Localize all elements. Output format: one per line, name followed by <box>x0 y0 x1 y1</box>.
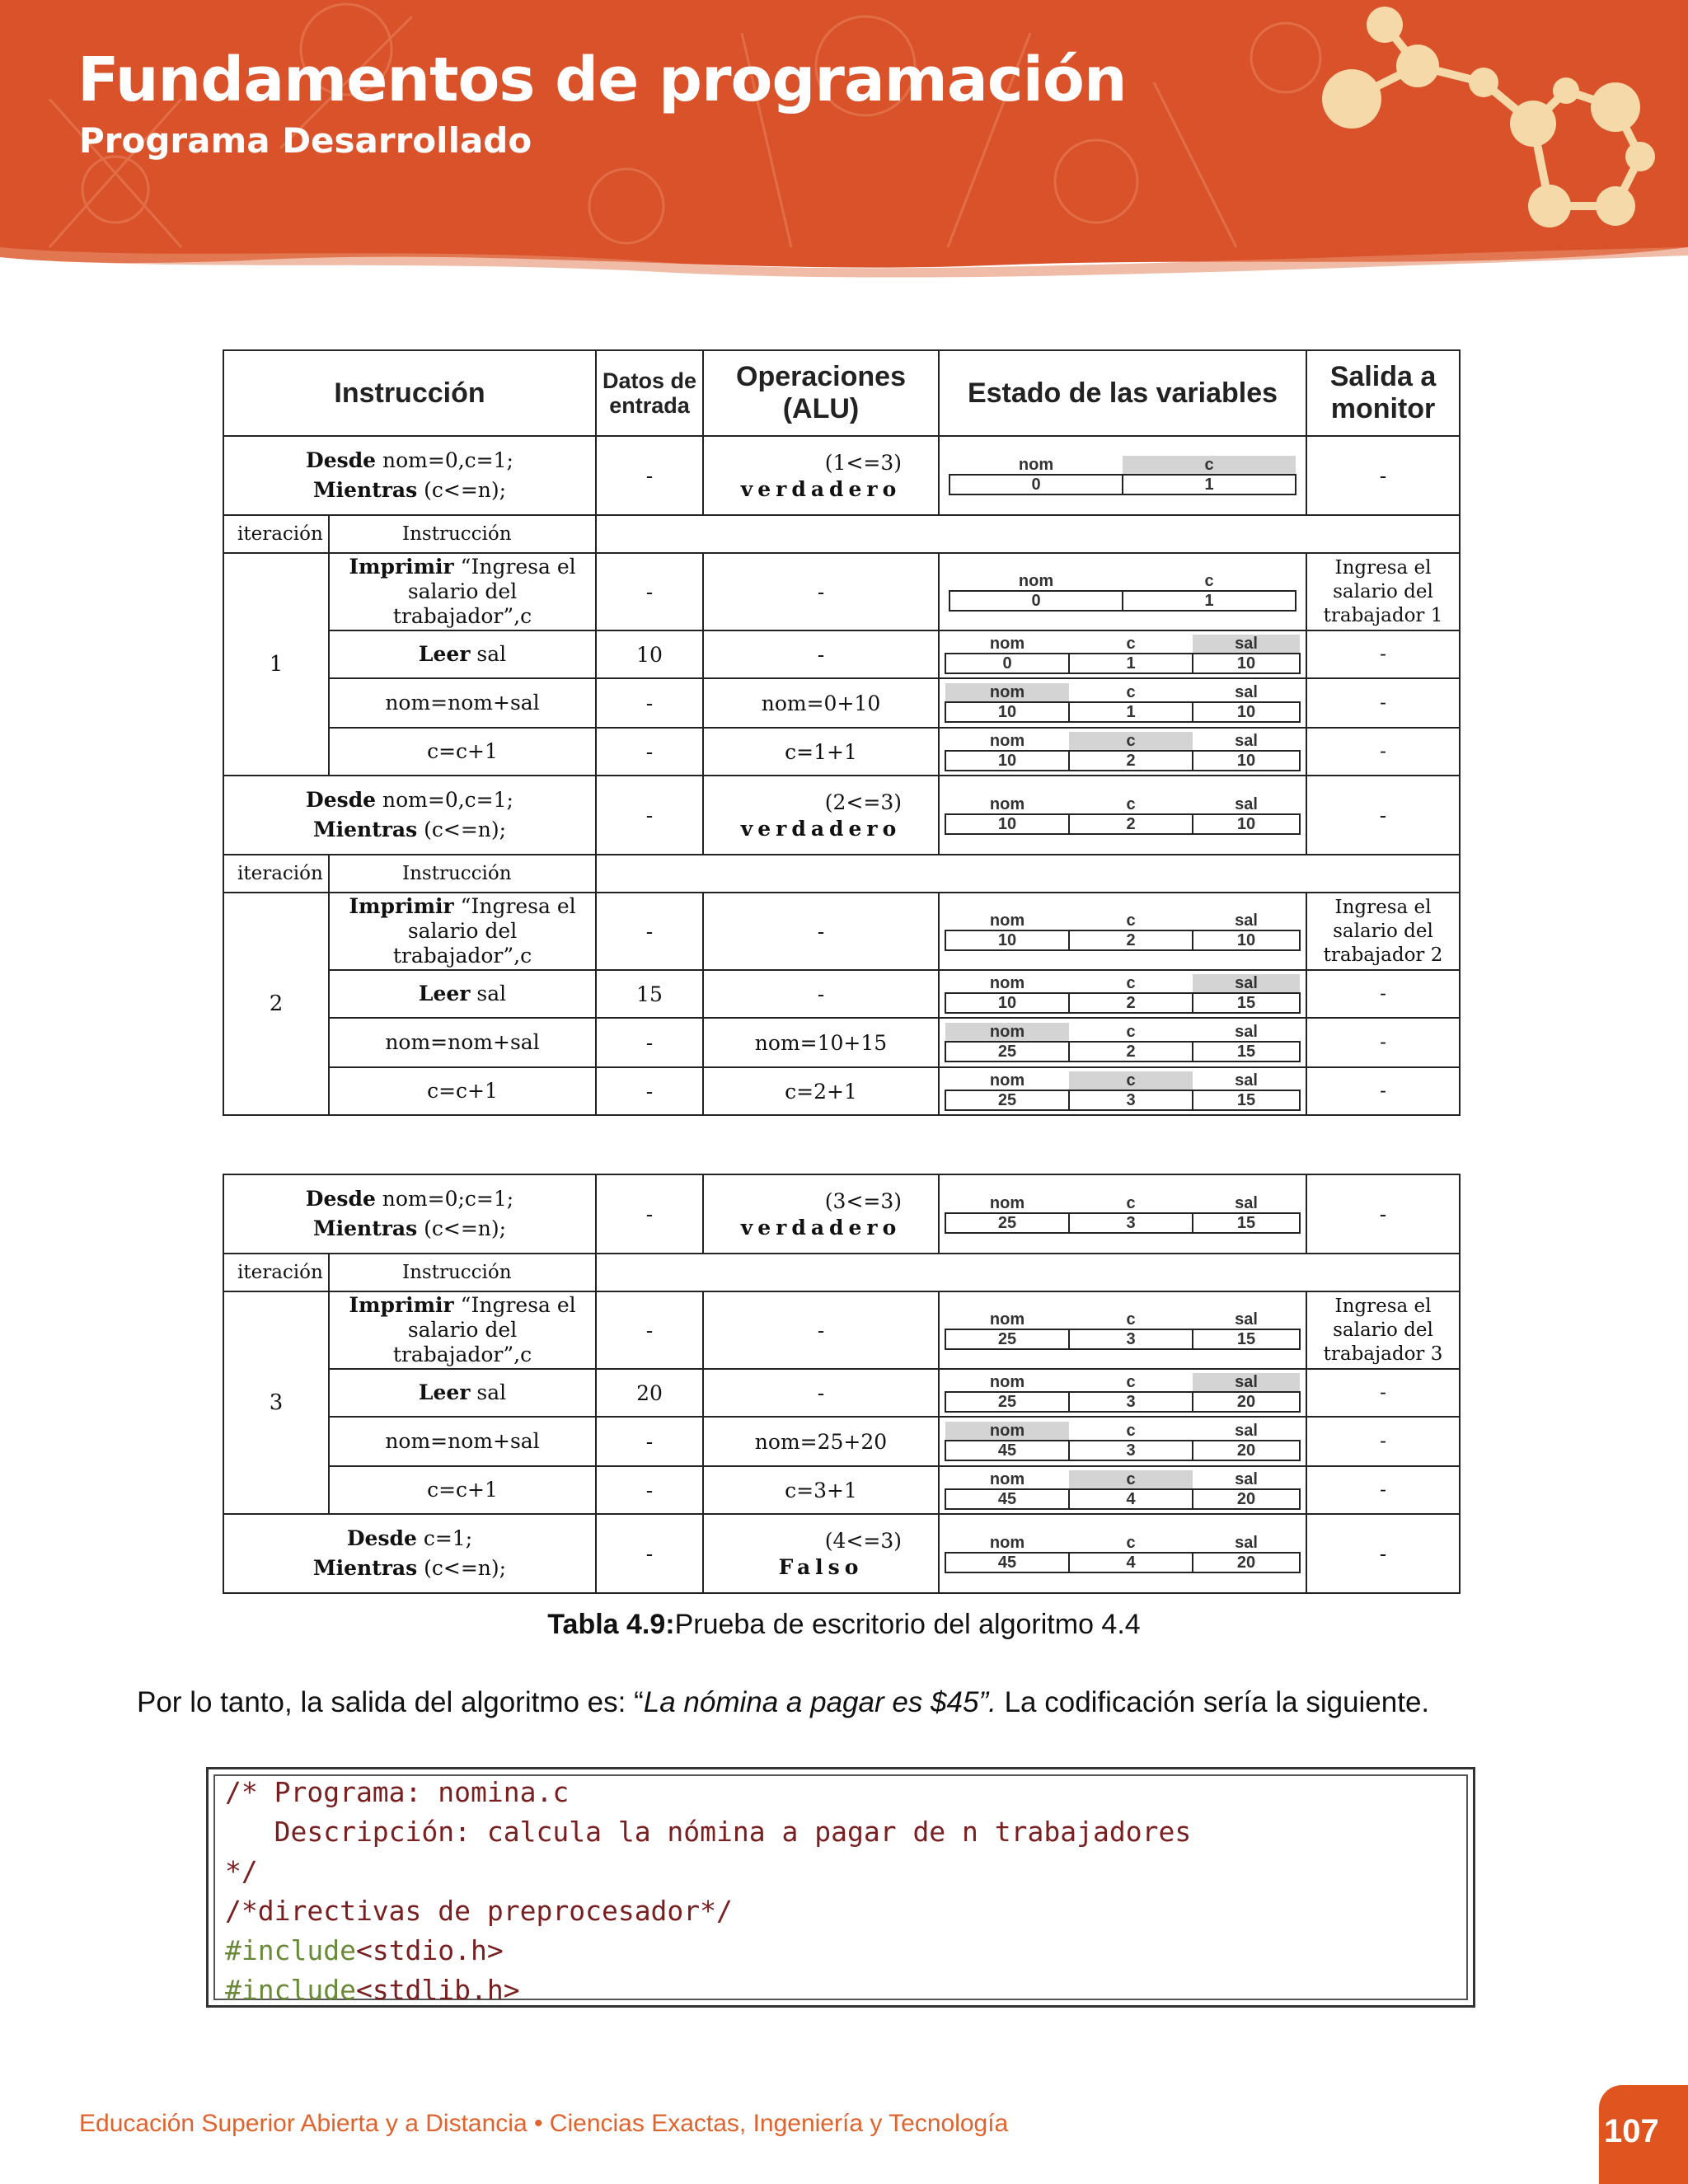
monitor-output: Ingresa el salario del trabajador 1 <box>1306 553 1460 630</box>
variable-state-cell <box>939 1417 1306 1466</box>
variable-name: sal <box>1235 795 1258 813</box>
input-data: - <box>596 436 703 515</box>
variable-state-cell <box>939 1369 1306 1417</box>
variable-value: 20 <box>1193 1441 1300 1460</box>
variable-name: nom <box>989 795 1025 813</box>
variable-state <box>945 1310 1301 1350</box>
loop-condition-row <box>223 1514 1460 1593</box>
alu-operation: - <box>703 893 939 970</box>
header-instruccion: Instrucción <box>223 350 596 436</box>
input-data: - <box>596 1174 703 1254</box>
paragraph-after: La codificación sería la siguiente. <box>996 1686 1430 1718</box>
iteration-step-row <box>223 1018 1460 1067</box>
variable-name: sal <box>1235 1310 1258 1329</box>
input-data: 20 <box>596 1369 703 1417</box>
monitor-output: - <box>1306 728 1460 776</box>
iteration-label: iteración <box>223 515 329 553</box>
iteration-step-row <box>223 678 1460 728</box>
input-data: - <box>596 553 703 630</box>
variable-value: 1 <box>1069 702 1193 722</box>
variable-name: c <box>1069 1470 1193 1489</box>
variable-name: c <box>1126 974 1136 992</box>
variable-value: 2 <box>1069 751 1193 771</box>
variable-name: sal <box>1235 1071 1258 1090</box>
step-instruction: c=c+1 <box>329 1067 596 1115</box>
variable-state <box>945 1071 1301 1111</box>
variable-state <box>945 1422 1301 1461</box>
monitor-output: - <box>1306 1067 1460 1115</box>
body-paragraph <box>137 1686 1429 1719</box>
step-instruction: c=c+1 <box>329 728 596 776</box>
step-instruction: nom=nom+sal <box>329 1417 596 1466</box>
step-instruction: nom=nom+sal <box>329 1018 596 1067</box>
blank-cell <box>596 1254 1460 1291</box>
variable-value: 10 <box>1193 702 1300 722</box>
variable-value: 2 <box>1069 814 1193 834</box>
variable-name: nom <box>945 1422 1069 1441</box>
header-salida: Salida a monitor <box>1306 350 1460 436</box>
variable-name: c <box>1069 732 1193 751</box>
input-data: - <box>596 1466 703 1514</box>
step-instruction: Leer sal <box>329 630 596 678</box>
variable-name: c <box>1126 1194 1136 1212</box>
variable-value: 2 <box>1069 1042 1193 1062</box>
variable-state <box>945 1470 1301 1510</box>
variable-value: 10 <box>1193 930 1300 950</box>
blank-cell <box>596 855 1460 893</box>
input-data: - <box>596 1291 703 1369</box>
iteration-label: iteración <box>223 1254 329 1291</box>
variable-name: c <box>1126 795 1136 813</box>
variable-value: 1 <box>1123 591 1296 611</box>
variable-value: 10 <box>1193 654 1300 673</box>
variable-state-cell <box>939 1067 1306 1115</box>
variable-value: 45 <box>945 1441 1069 1460</box>
variable-value: 15 <box>1193 1329 1300 1349</box>
step-instruction: Imprimir “Ingresa el salario del trabajador”,c <box>329 893 596 970</box>
trace-table-part-2 <box>223 1174 1461 1594</box>
variable-name: sal <box>1235 1194 1258 1212</box>
table-caption <box>0 1609 1688 1641</box>
monitor-output: - <box>1306 678 1460 728</box>
variable-value: 45 <box>945 1553 1069 1572</box>
code-line: */ <box>225 1855 258 1887</box>
variable-name: nom <box>1018 572 1054 590</box>
variable-name: nom <box>989 1071 1025 1090</box>
trace-table-part-1 <box>223 349 1461 1116</box>
variable-value: 10 <box>945 702 1069 722</box>
variable-value: 1 <box>1123 475 1296 494</box>
monitor-output: - <box>1306 1514 1460 1593</box>
input-data: - <box>596 1514 703 1593</box>
variable-value: 3 <box>1069 1441 1193 1460</box>
alu-operation: (2<=3) verdadero <box>703 776 939 855</box>
variable-state-cell <box>939 893 1306 970</box>
variable-state-cell <box>939 436 1306 515</box>
page-subtitle: Programa Desarrollado <box>79 120 532 161</box>
variable-state <box>945 912 1301 951</box>
variable-value: 25 <box>945 1329 1069 1349</box>
variable-name: nom <box>945 683 1069 702</box>
code-line: Descripción: calcula la nómina a pagar de n trabajadores <box>225 1816 1192 1848</box>
iteration-step-row <box>223 893 1460 970</box>
alu-operation: nom=25+20 <box>703 1417 939 1466</box>
variable-state <box>949 456 1296 495</box>
variable-name: c <box>1126 1534 1136 1552</box>
variable-name: c <box>1126 912 1136 930</box>
paragraph-before: Por lo tanto, la salida del algoritmo es: “ <box>137 1686 644 1718</box>
variable-name: nom <box>989 635 1025 653</box>
variable-name: c <box>1126 635 1136 653</box>
variable-state-cell <box>939 1018 1306 1067</box>
variable-value: 15 <box>1193 1042 1300 1062</box>
variable-name: c <box>1126 1422 1136 1440</box>
variable-name: nom <box>989 974 1025 992</box>
variable-name: nom <box>989 732 1025 750</box>
header-datos: Datos de entrada <box>596 350 703 436</box>
variable-state-cell <box>939 728 1306 776</box>
variable-name: c <box>1126 1373 1136 1391</box>
page-title: Fundamentos de programación <box>77 45 1127 115</box>
alu-operation: c=1+1 <box>703 728 939 776</box>
monitor-output: Ingresa el salario del trabajador 3 <box>1306 1291 1460 1369</box>
variable-value: 15 <box>1193 993 1300 1013</box>
alu-operation: nom=0+10 <box>703 678 939 728</box>
variable-name: c <box>1126 1023 1136 1041</box>
iteration-header-row <box>223 515 1460 553</box>
variable-name: nom <box>989 1470 1025 1488</box>
variable-value: 10 <box>945 993 1069 1013</box>
variable-value: 10 <box>945 814 1069 834</box>
iteration-header-row <box>223 1254 1460 1291</box>
variable-value: 45 <box>945 1489 1069 1509</box>
alu-operation: - <box>703 1291 939 1369</box>
input-data: - <box>596 1417 703 1466</box>
iteration-step-row <box>223 1417 1460 1466</box>
monitor-output: - <box>1306 1466 1460 1514</box>
step-instruction: Leer sal <box>329 1369 596 1417</box>
variable-state <box>945 1194 1301 1234</box>
variable-state-cell <box>939 1466 1306 1514</box>
variable-value: 0 <box>945 654 1069 673</box>
variable-value: 10 <box>1193 751 1300 771</box>
trace-table-body-2 <box>223 1174 1460 1593</box>
iteration-number: 2 <box>223 893 329 1115</box>
instruction-label: Instrucción <box>329 855 596 893</box>
variable-name: sal <box>1235 1470 1258 1488</box>
variable-value: 20 <box>1193 1553 1300 1572</box>
monitor-output: - <box>1306 1417 1460 1466</box>
alu-operation: - <box>703 630 939 678</box>
loop-condition-row <box>223 1174 1460 1254</box>
variable-name: sal <box>1193 1373 1300 1392</box>
variable-state <box>945 732 1301 771</box>
variable-value: 25 <box>945 1090 1069 1110</box>
code-line: #include<stdio.h> <box>225 1934 504 1966</box>
variable-name: c <box>1204 572 1214 590</box>
iteration-number: 1 <box>223 553 329 776</box>
input-data: - <box>596 678 703 728</box>
variable-name: c <box>1126 1310 1136 1329</box>
step-instruction: nom=nom+sal <box>329 678 596 728</box>
iteration-step-row <box>223 630 1460 678</box>
variable-value: 3 <box>1069 1392 1193 1412</box>
code-listing <box>206 1767 1475 2008</box>
variable-state-cell <box>939 776 1306 855</box>
footer-text: Educación Superior Abierta y a Distancia • Ciencias Exactas, Ingeniería y Tecnología <box>79 2110 1009 2137</box>
monitor-output: - <box>1306 1174 1460 1254</box>
monitor-output: - <box>1306 436 1460 515</box>
variable-value: 15 <box>1193 1090 1300 1110</box>
variable-value: 4 <box>1069 1489 1193 1509</box>
instruction-label: Instrucción <box>329 1254 596 1291</box>
alu-operation: (3<=3) verdadero <box>703 1174 939 1254</box>
variable-state-cell <box>939 1291 1306 1369</box>
variable-value: 25 <box>945 1042 1069 1062</box>
alu-operation: c=3+1 <box>703 1466 939 1514</box>
header-operaciones: Operaciones (ALU) <box>703 350 939 436</box>
variable-value: 20 <box>1193 1489 1300 1509</box>
variable-name: sal <box>1235 683 1258 701</box>
variable-state-cell <box>939 1174 1306 1254</box>
alu-operation: nom=10+15 <box>703 1018 939 1067</box>
monitor-output: - <box>1306 776 1460 855</box>
step-instruction: Imprimir “Ingresa el salario del trabajador”,c <box>329 1291 596 1369</box>
variable-state <box>945 1534 1301 1573</box>
step-instruction: c=c+1 <box>329 1466 596 1514</box>
code-line: /*directivas de preprocesador*/ <box>225 1895 733 1927</box>
variable-name: c <box>1069 1071 1193 1090</box>
loop-instruction: Desde nom=0,c=1; Mientras (c<=n); <box>223 776 596 855</box>
input-data: - <box>596 1067 703 1115</box>
monitor-output: - <box>1306 1018 1460 1067</box>
input-data: - <box>596 1018 703 1067</box>
iteration-step-row <box>223 970 1460 1018</box>
input-data: 10 <box>596 630 703 678</box>
blank-cell <box>596 515 1460 553</box>
variable-state <box>945 683 1301 723</box>
iteration-step-row <box>223 1291 1460 1369</box>
loop-instruction: Desde c=1; Mientras (c<=n); <box>223 1514 596 1593</box>
page-number: 107 <box>1604 2113 1659 2149</box>
variable-value: 25 <box>945 1392 1069 1412</box>
variable-state <box>945 1373 1301 1413</box>
variable-name: sal <box>1193 635 1300 654</box>
variable-value: 20 <box>1193 1392 1300 1412</box>
input-data: 15 <box>596 970 703 1018</box>
monitor-output: - <box>1306 630 1460 678</box>
variable-state-cell <box>939 1514 1306 1593</box>
code-line: #include<stdlib.h> <box>225 1974 520 2006</box>
alu-operation: (4<=3) Falso <box>703 1514 939 1593</box>
code-line: /* Programa: nomina.c <box>225 1776 570 1808</box>
iteration-step-row <box>223 553 1460 630</box>
variable-name: nom <box>1018 456 1054 474</box>
variable-value: 25 <box>945 1213 1069 1233</box>
variable-state-cell <box>939 630 1306 678</box>
variable-value: 3 <box>1069 1329 1193 1349</box>
header-banner <box>0 0 1688 297</box>
caption-text: Prueba de escritorio del algoritmo 4.4 <box>674 1609 1141 1640</box>
loop-instruction: Desde nom=0,c=1; Mientras (c<=n); <box>223 436 596 515</box>
alu-operation: (1<=3) verdadero <box>703 436 939 515</box>
header-estado: Estado de las variables <box>939 350 1306 436</box>
caption-label: Tabla 4.9: <box>547 1609 675 1640</box>
alu-operation: - <box>703 1369 939 1417</box>
variable-name: sal <box>1235 1023 1258 1041</box>
variable-value: 10 <box>945 751 1069 771</box>
variable-name: nom <box>989 912 1025 930</box>
variable-name: nom <box>945 1023 1069 1042</box>
alu-operation: c=2+1 <box>703 1067 939 1115</box>
variable-state <box>945 1023 1301 1062</box>
iteration-label: iteración <box>223 855 329 893</box>
input-data: - <box>596 776 703 855</box>
alu-operation: - <box>703 970 939 1018</box>
instruction-label: Instrucción <box>329 515 596 553</box>
alu-operation: - <box>703 553 939 630</box>
variable-name: sal <box>1235 732 1258 750</box>
variable-name: nom <box>989 1310 1025 1329</box>
variable-name: c <box>1123 456 1296 475</box>
iteration-step-row <box>223 1369 1460 1417</box>
variable-state <box>945 974 1301 1014</box>
iteration-step-row <box>223 1466 1460 1514</box>
variable-value: 2 <box>1069 993 1193 1013</box>
loop-condition-row <box>223 776 1460 855</box>
paragraph-italic: La nómina a pagar es $45”. <box>643 1686 996 1718</box>
variable-value: 0 <box>950 591 1123 611</box>
variable-name: nom <box>989 1373 1025 1391</box>
variable-name: sal <box>1235 912 1258 930</box>
variable-state <box>949 572 1296 612</box>
variable-value: 10 <box>945 930 1069 950</box>
variable-state-cell <box>939 678 1306 728</box>
step-instruction: Imprimir “Ingresa el salario del trabajador”,c <box>329 553 596 630</box>
variable-value: 3 <box>1069 1090 1193 1110</box>
variable-name: nom <box>989 1194 1025 1212</box>
variable-value: 4 <box>1069 1553 1193 1572</box>
variable-value: 1 <box>1069 654 1193 673</box>
variable-value: 2 <box>1069 930 1193 950</box>
input-data: - <box>596 893 703 970</box>
variable-name: sal <box>1235 1534 1258 1552</box>
variable-value: 15 <box>1193 1213 1300 1233</box>
variable-name: sal <box>1193 974 1300 993</box>
variable-value: 0 <box>950 475 1123 494</box>
variable-name: sal <box>1235 1422 1258 1440</box>
iteration-header-row <box>223 855 1460 893</box>
monitor-output: - <box>1306 1369 1460 1417</box>
trace-table-body-1 <box>223 436 1460 1115</box>
variable-state-cell <box>939 970 1306 1018</box>
variable-state <box>945 635 1301 674</box>
monitor-output: - <box>1306 970 1460 1018</box>
variable-state <box>945 795 1301 835</box>
monitor-output: Ingresa el salario del trabajador 2 <box>1306 893 1460 970</box>
loop-condition-row <box>223 436 1460 515</box>
input-data: - <box>596 728 703 776</box>
variable-name: nom <box>989 1534 1025 1552</box>
iteration-step-row <box>223 1067 1460 1115</box>
step-instruction: Leer sal <box>329 970 596 1018</box>
variable-name: c <box>1126 683 1136 701</box>
variable-value: 3 <box>1069 1213 1193 1233</box>
iteration-number: 3 <box>223 1291 329 1514</box>
loop-instruction: Desde nom=0;c=1; Mientras (c<=n); <box>223 1174 596 1254</box>
variable-value: 10 <box>1193 814 1300 834</box>
variable-state-cell <box>939 553 1306 630</box>
iteration-step-row <box>223 728 1460 776</box>
